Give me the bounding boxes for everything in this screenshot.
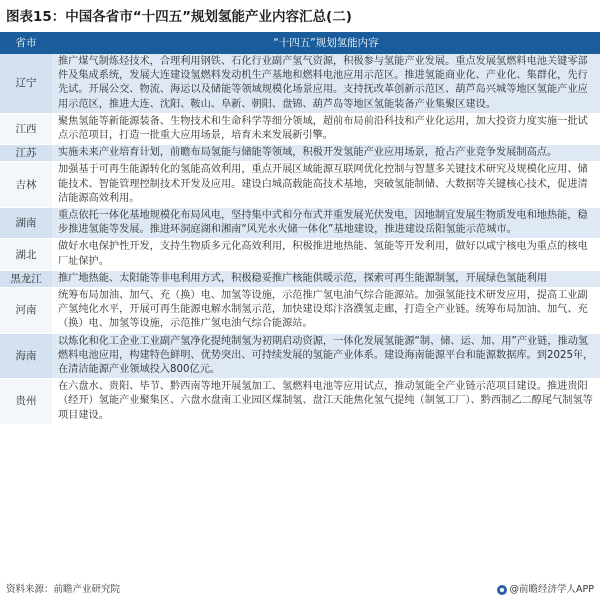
content-cell: 以炼化和化工企业工业副产氢净化提纯制氢为初期启动资源，一体化发展氢能源“制、储、运、加、用”产业链，推动氢燃料电池应用，构建特色鲜明、优势突出、可持续发展的氢能产业体系。建设海南能源平台和能源数据库。到2025年，在清洁能源产业领域投入800亿元。 — [52, 333, 600, 379]
table-row — [0, 162, 600, 208]
footer — [6, 581, 594, 599]
table-row — [0, 270, 600, 287]
province-cell: 江西 — [0, 113, 52, 144]
brand-label: @前瞻经济学人APP — [509, 584, 594, 595]
province-cell: 黑龙江 — [0, 270, 52, 287]
province-cell: 吉林 — [0, 162, 52, 208]
content-cell: 统筹布局加油、加气、充（换）电、加氢等设施，示范推广氢电油气综合能源站。加强氢能技术研发应用，提高工业副产氢纯化水平，开展可再生能源电解水制氢示范，加快建设郑汴洛濮氢走廊，打造全产业链。统筹布局加油、加气、充（换）电、加氢等设施，示范推广氢电油气综合能源站。 — [52, 288, 600, 334]
province-cell: 湖北 — [0, 239, 52, 270]
province-cell: 贵州 — [0, 379, 52, 425]
table-row — [0, 113, 600, 144]
content-cell: 重点依托一体化基地规模化布局风电，坚持集中式和分布式并重发展光伏发电，因地制宜发展生物质发电和地热能，稳步推进氢能等发展。推进环洞庭湖和湘南“风光水火储一体化”基地建设，推进建设岳阳氢能示范城市。 — [52, 208, 600, 239]
province-cell: 海南 — [0, 333, 52, 379]
table-row — [0, 379, 600, 425]
table-row — [0, 145, 600, 162]
hydrogen-plan-table — [0, 32, 600, 425]
brand-logo-icon — [497, 585, 507, 595]
content-cell: 做好水电保护性开发，支持生物质多元化高效利用，积极推进地热能、氢能等开发利用，做好以咸宁核电为重点的核电厂址保护。 — [52, 239, 600, 270]
content-cell: 加强基于可再生能源转化的氢能高效利用，重点开展区域能源互联网优化控制与智慧多关键技术研究及规模化应用、储能技术、智能管理控制技术开发及应用。建设白城高载能高技术基地，突破氢能制储、大数据等关键核心技术，促进清洁能源高效利用。 — [52, 162, 600, 208]
table-row — [0, 333, 600, 379]
brand-mark — [497, 581, 594, 599]
content-cell: 实施未来产业培育计划，前瞻布局氢能与储能等领域，积极开发氢能产业应用场景，抢占产业竞争发展制高点。 — [52, 145, 600, 162]
content-cell: 聚焦氢能等新能源装备、生物技术和生命科学等细分领域，超前布局前沿科技和产业化运用，加大投资力度实施一批试点示范项目，打造一批重大应用场景，培育未来发展新引擎。 — [52, 113, 600, 144]
header-content: “十四五”规划氢能内容 — [52, 32, 600, 54]
table-row — [0, 208, 600, 239]
chart-title: 图表15：中国各省市“十四五”规划氢能产业内容汇总(二) — [6, 9, 352, 25]
header-province: 省市 — [0, 32, 52, 54]
content-cell: 在六盘水、贵阳、毕节、黔西南等地开展氢加工、氢燃料电池等应用试点，推动氢能全产业链示范项目建设。推进贵阳（经开）氢能产业聚集区、六盘水盘南工业园区煤制氢、盘江天能焦化氢气提纯（制氢工厂）、黔西制乙二醇尾气制氢等项目建设。 — [52, 379, 600, 425]
province-cell: 辽宁 — [0, 54, 52, 113]
province-cell: 湖南 — [0, 208, 52, 239]
table-row — [0, 54, 600, 113]
province-cell: 河南 — [0, 288, 52, 334]
content-cell: 推广煤气制炼烃技术，合理利用钢铁、石化行业副产氢气资源，积极参与氢能产业发展。重点发展氢燃料电池关键零部件及集成系统，发展大连建设氢燃料发动机生产基地和燃料电池应用示范区。推进氢能商业化、产业化、集群化，先行先试。开展公交、物流、海运以及储能等领域规模化场景应用。支持抚改革创新示范区、葫芦岛兴城等地区氢能产业应用示范区，推进大连、沈阳、鞍山、阜新、朝阳、盘锦、葫芦岛等地区氢能装备产业集聚区建设。 — [52, 54, 600, 113]
table-row — [0, 288, 600, 334]
table-row — [0, 239, 600, 270]
source-note: 资料来源：前瞻产业研究院 — [6, 584, 121, 595]
province-cell: 江苏 — [0, 145, 52, 162]
table-header-row — [0, 32, 600, 54]
content-cell: 推广地热能、太阳能等非电利用方式，积极稳妥推广核能供暖示范，探索可再生能源制氢，开展绿色氢能利用 — [52, 270, 600, 287]
